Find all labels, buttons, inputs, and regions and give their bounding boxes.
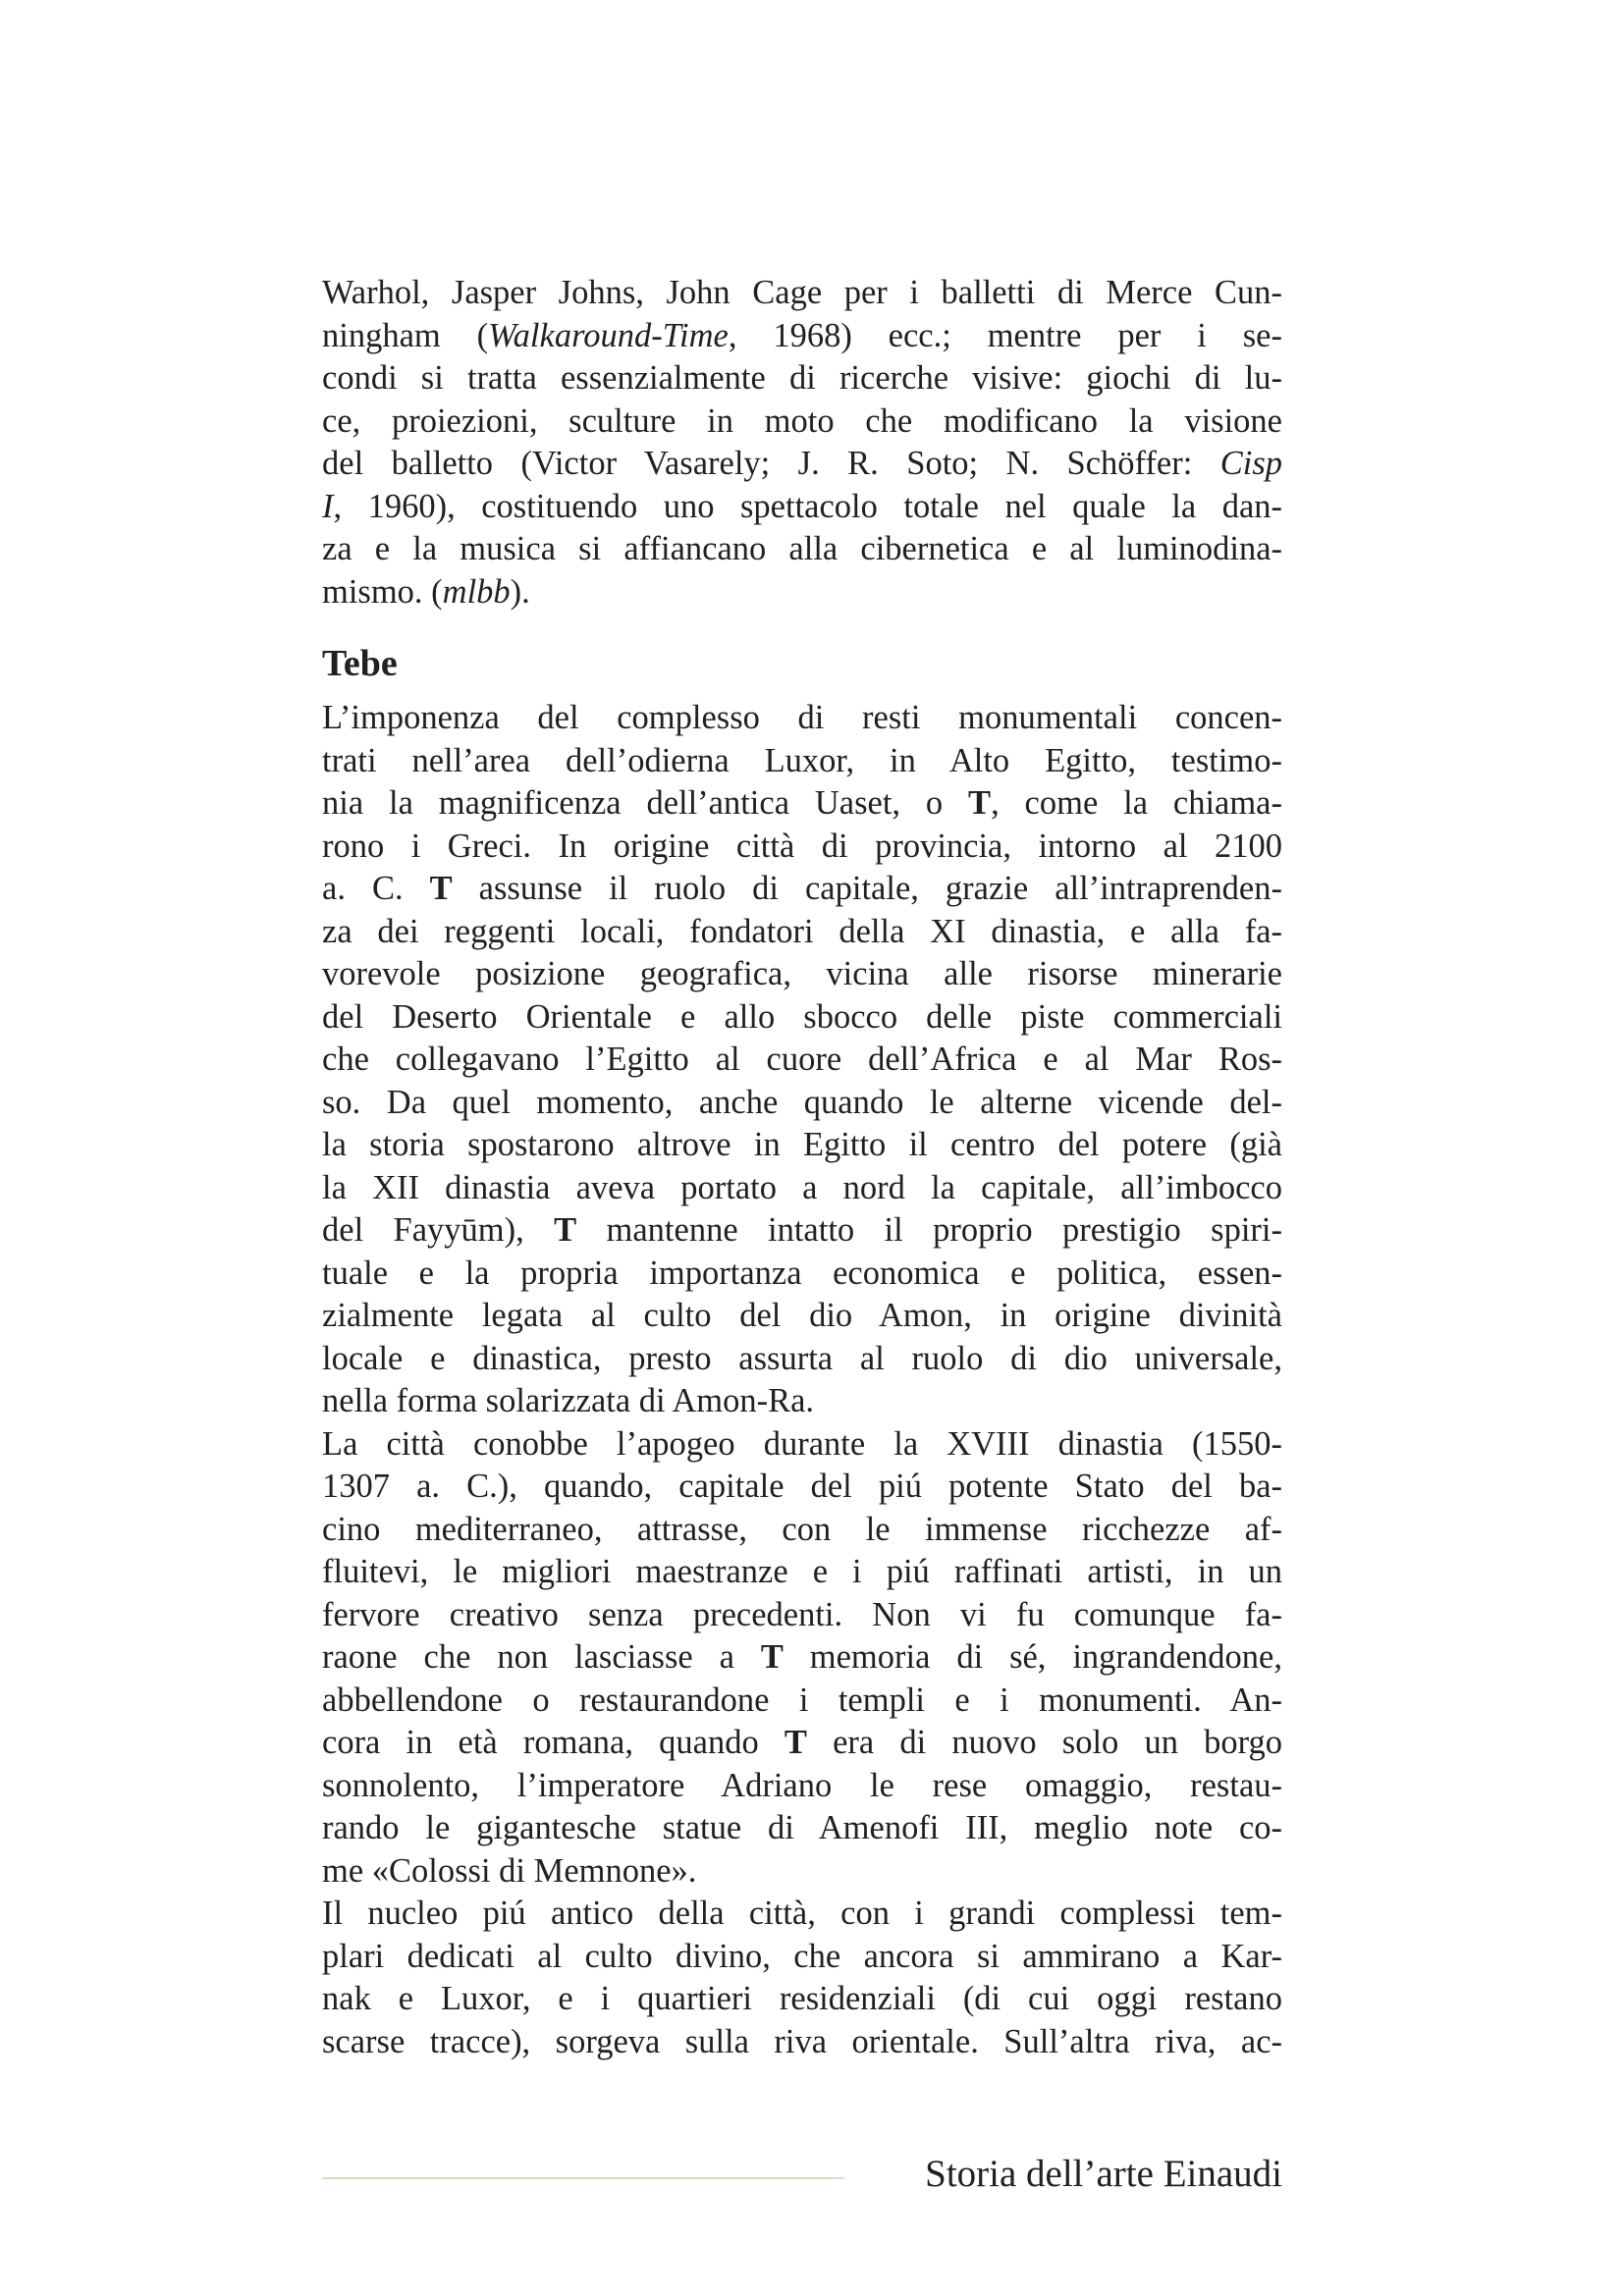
text-line — [322, 1509, 1282, 1552]
text-run: vorevole posizione geografica, vicina alle risorse minerarie — [322, 955, 1282, 992]
text-run: ce, proiezioni, sculture in moto che modificano la visione — [322, 401, 1282, 440]
text-run: condi si tratta essenzialmente di ricerche visive: giochi di lu- — [322, 359, 1282, 397]
text-line — [322, 486, 1282, 529]
text-run: rono i Greci. In origine città di provincia, intorno al 2100 — [322, 827, 1282, 865]
text-run: so. Da quel momento, anche quando le alterne vicende del- — [322, 1083, 1282, 1121]
text-line — [322, 1466, 1282, 1509]
text-line — [322, 782, 1282, 826]
text-run: ). — [510, 572, 530, 611]
text-line — [322, 1680, 1282, 1723]
text-run: Warhol, Jasper Johns, John Cage per i balletti di Merce Cun- — [322, 274, 1282, 311]
text-line — [322, 996, 1282, 1040]
text-run: za e la musica si affiancano alla cibernetica e al luminodina- — [322, 530, 1282, 567]
text-line — [322, 1295, 1282, 1338]
bold-run: T — [968, 784, 992, 822]
text-run: nak e Luxor, e i quartieri residenziali (di cui oggi restano — [322, 1980, 1282, 2017]
continuation-paragraph — [322, 272, 1282, 614]
text-line — [322, 1722, 1282, 1765]
text-line — [322, 911, 1282, 954]
footer-rule — [322, 2177, 844, 2179]
italic-run: Walkaround-Time — [488, 316, 729, 354]
text-line — [322, 1253, 1282, 1296]
text-run: assunse il ruolo di capitale, grazie all’intraprenden- — [452, 870, 1282, 907]
text-line — [322, 1167, 1282, 1210]
bold-run: T — [429, 870, 453, 907]
text-run: me «Colossi di Memnone». — [322, 1851, 697, 1890]
text-line — [322, 272, 1282, 315]
text-line — [322, 1765, 1282, 1808]
text-run: rando le gigantesche statue di Amenofi III, meglio note co- — [322, 1809, 1282, 1846]
text-run: scarse tracce), sorgeva sulla riva orientale. Sull’altra riva, ac- — [322, 2022, 1282, 2060]
text-line — [322, 1380, 1282, 1423]
text-line — [322, 400, 1282, 444]
text-line — [322, 315, 1282, 358]
text-run: L’imponenza del complesso di resti monumentali concen- — [322, 699, 1282, 736]
text-line — [322, 1124, 1282, 1167]
text-run: Il nucleo piú antico della città, con i grandi complessi tem- — [322, 1895, 1282, 1932]
text-run: cora in età romana, quando — [322, 1724, 784, 1761]
text-line — [322, 826, 1282, 869]
bold-run: T — [784, 1724, 807, 1761]
text-run: la XII dinastia aveva portato a nord la capitale, all’imbocco — [322, 1168, 1282, 1206]
text-run: trati nell’area dell’odierna Luxor, in Alto Egitto, testimo- — [322, 741, 1282, 779]
text-line — [322, 528, 1282, 571]
text-line — [322, 1423, 1282, 1467]
text-line — [322, 443, 1282, 486]
text-line — [322, 1039, 1282, 1082]
text-run: nella forma solarizzata di Amon-Ra. — [322, 1382, 815, 1419]
text-line — [322, 868, 1282, 911]
text-run: , come la chiama- — [991, 784, 1282, 822]
text-line — [322, 697, 1282, 740]
text-line — [322, 571, 1282, 614]
text-line — [322, 1209, 1282, 1253]
text-run: tuale e la propria importanza economica e politica, essen- — [322, 1254, 1282, 1292]
text-run: , 1968) ecc.; mentre per i se- — [728, 316, 1282, 354]
text-line — [322, 1551, 1282, 1594]
text-line — [322, 1850, 1282, 1894]
bold-run: T — [554, 1211, 577, 1249]
text-run: 1307 a. C.), quando, capitale del piú potente Stato del ba- — [322, 1468, 1282, 1505]
text-run: mantenne intatto il proprio prestigio spiri- — [576, 1211, 1282, 1249]
italic-run: mlbb — [442, 572, 511, 611]
text-line — [322, 2021, 1282, 2064]
text-run: la storia spostarono altrove in Egitto il centro del potere (già — [322, 1126, 1282, 1163]
text-run: cino mediterraneo, attrasse, con le immense ricchezze af- — [322, 1510, 1282, 1548]
text-run: La città conobbe l’apogeo durante la XVIII dinastia (1550- — [322, 1424, 1282, 1463]
text-run: nia la magnificenza dell’antica Uaset, o — [322, 784, 969, 822]
text-run: plari dedicati al culto divino, che ancora si ammirano a Kar- — [322, 1937, 1282, 1975]
text-run: del Fayyūm), — [322, 1211, 555, 1249]
text-run: memoria di sé, ingrandendone, — [783, 1638, 1282, 1676]
text-run: fluitevi, le migliori maestranze e i piú raffinati artisti, in un — [322, 1553, 1282, 1590]
text-line — [322, 1338, 1282, 1381]
italic-run: I — [322, 487, 334, 525]
text-run: fervore creativo senza precedenti. Non vi fu comunque fa- — [322, 1595, 1282, 1633]
text-run: era di nuovo solo un borgo — [806, 1724, 1282, 1761]
text-run: a. C. — [322, 870, 430, 907]
text-line — [322, 357, 1282, 400]
bold-run: T — [760, 1638, 784, 1676]
text-run: za dei reggenti locali, fondatori della XI dinastia, e alla fa- — [322, 912, 1282, 950]
text-run: del balletto (Victor Vasarely; J. R. Soto; N. Schöffer: — [322, 445, 1220, 482]
text-run: zialmente legata al culto del dio Amon, in origine divinità — [322, 1297, 1282, 1334]
italic-run: Cisp — [1219, 445, 1282, 482]
entry-body — [322, 697, 1282, 2063]
text-run: sonnolento, l’imperatore Adriano le rese omaggio, restau- — [322, 1766, 1282, 1804]
text-line — [322, 1893, 1282, 1936]
text-run: che collegavano l’Egitto al cuore dell’Africa e al Mar Ros- — [322, 1041, 1282, 1078]
entry-heading: Tebe — [322, 643, 398, 684]
text-line — [322, 740, 1282, 783]
text-run: raone che non lasciasse a — [322, 1638, 761, 1676]
text-line — [322, 1636, 1282, 1680]
text-line — [322, 953, 1282, 996]
text-line — [322, 1807, 1282, 1850]
text-line — [322, 1082, 1282, 1125]
text-line — [322, 1594, 1282, 1637]
text-line — [322, 1978, 1282, 2021]
text-run: del Deserto Orientale e allo sbocco delle piste commerciali — [322, 997, 1282, 1036]
text-run: , 1960), costituendo uno spettacolo totale nel quale la dan- — [333, 487, 1282, 525]
footer-title: Storia dell’arte Einaudi — [925, 2153, 1282, 2195]
text-run: locale e dinastica, presto assurta al ruolo di dio universale, — [322, 1339, 1282, 1377]
text-run: abbellendone o restaurandone i templi e i monumenti. An- — [322, 1681, 1282, 1719]
text-line — [322, 1936, 1282, 1979]
text-run: mismo. ( — [322, 572, 443, 611]
text-run: ningham ( — [322, 316, 489, 354]
